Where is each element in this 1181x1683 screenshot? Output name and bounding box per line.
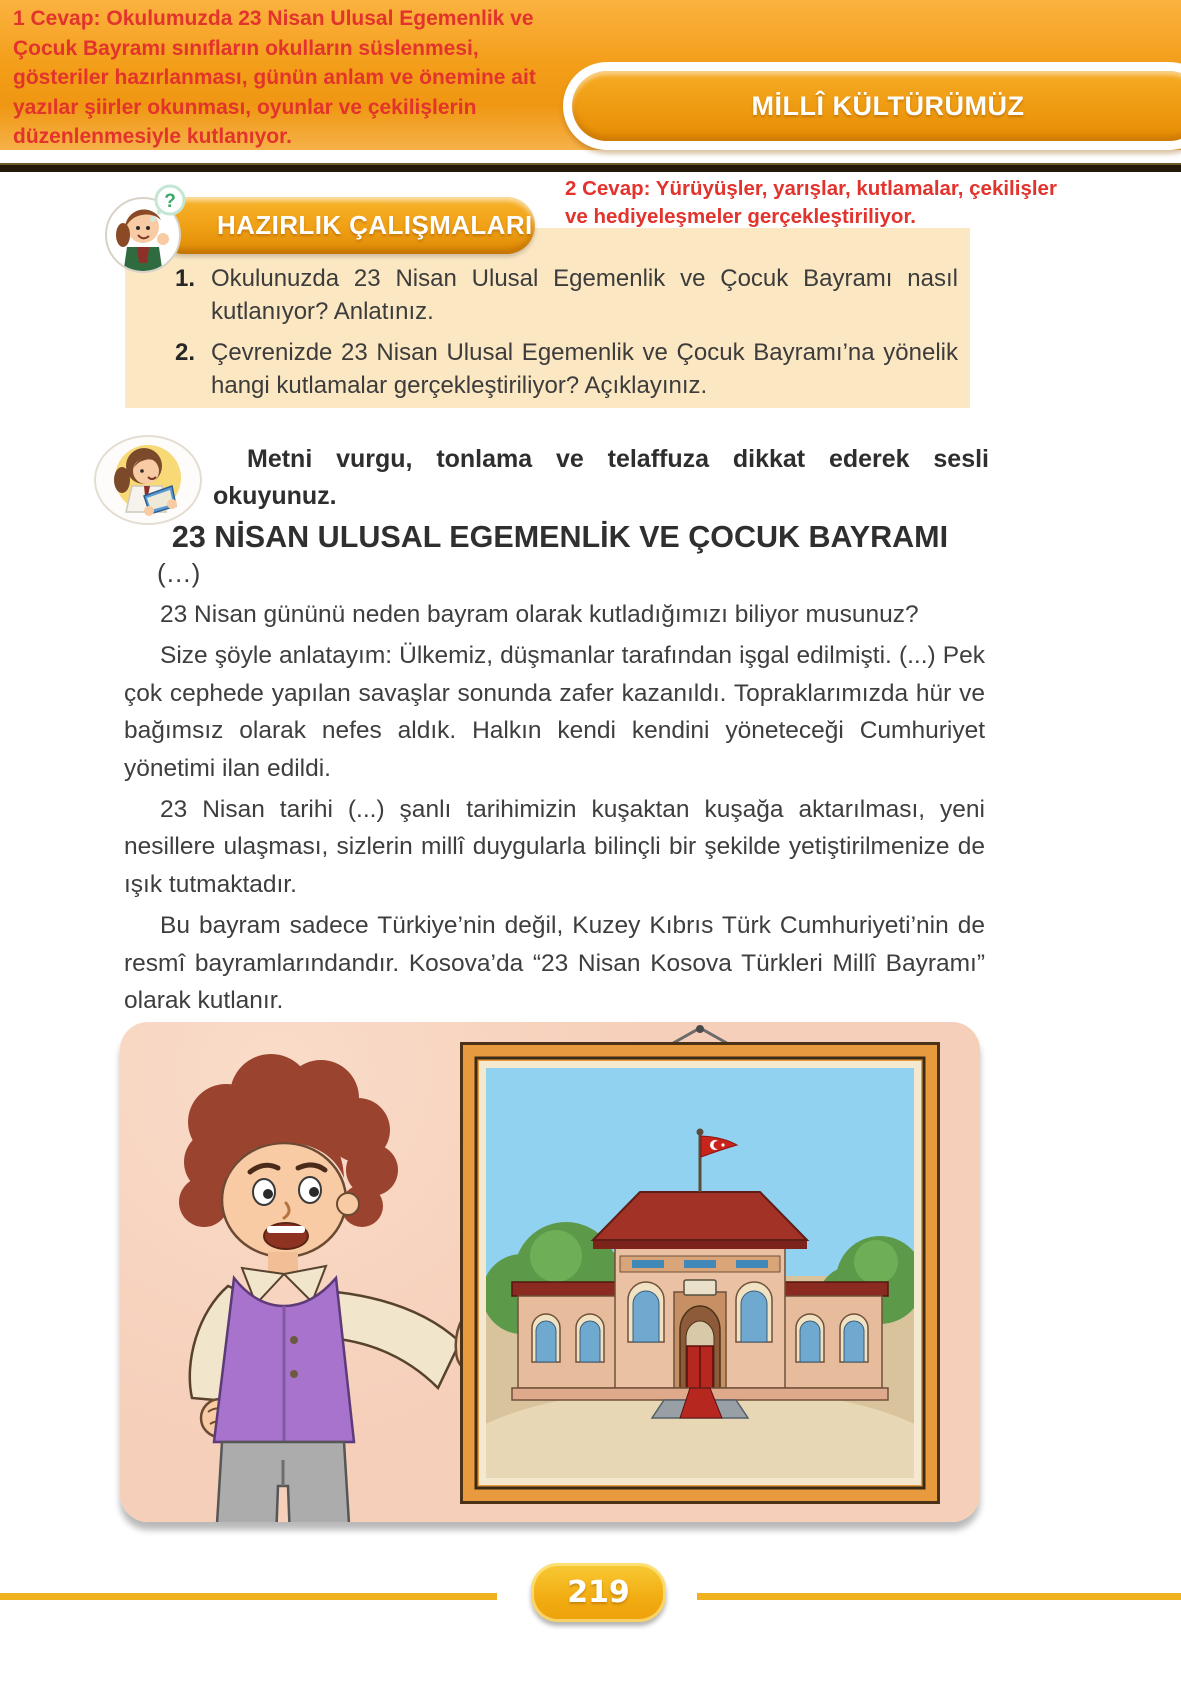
svg-text:?: ? [164,191,176,212]
footer-rule-left [0,1593,497,1600]
prep-heading-pill [155,197,535,254]
article-paragraph: Size şöyle anlatayım: Ülkemiz, düşmanlar tarafından işgal edilmişti. (...) Pek çok cephede yapılan savaşlar sonunda zafer kazanıldı. Topraklarımızda hür ve bağımsız olarak nefes aldık. Halkın kendi kendini yöneteceği Cumhuriyet yönetimi ilan edildi. [124,642,985,782]
handwritten-answer-1: 1 Cevap: Okulumuzda 23 Nisan Ulusal Egemenlik ve Çocuk Bayramı sınıfların okulların süslenmesi, gösteriler hazırlanması, günün anlam ve önemine ait yazılar şiirler okunması, oyunlar ve çekilişlerin düzenlenmesiyle kutlanıyor. [13,7,536,148]
prep-question-1 [175,262,958,328]
page-number-badge [531,1563,666,1622]
prep-question-number: 2. [175,339,196,366]
question-girl-icon [103,183,195,275]
handwritten-answer-2: 2 Cevap: Yürüyüşler, yarışlar, kutlamalar, çekilişler ve hediyeleşmeler gerçekleştiriliyor. [565,177,1057,228]
unit-title: MİLLÎ KÜLTÜRÜMÜZ [751,90,1025,121]
unit-title-pill [572,71,1181,141]
framed-picture [460,1042,940,1504]
prep-question-text: Çevrenizde 23 Nisan Ulusal Egemenlik ve Çocuk Bayramı’na yönelik hangi kutlamalar gerçekleştiriliyor? Açıklayınız. [211,339,958,399]
article-title: 23 NİSAN ULUSAL EGEMENLİK VE ÇOCUK BAYRAMI [171,520,949,554]
prep-question-2 [175,336,958,402]
prep-title: HAZIRLIK ÇALIŞMALARI [217,210,533,240]
prep-question-text: Okulunuzda 23 Nisan Ulusal Egemenlik ve Çocuk Bayramı nasıl kutlanıyor? Anlatınız. [211,265,958,325]
article-ellipsis: (…) [157,558,201,588]
article-paragraph: 23 Nisan tarihi (...) şanlı tarihimizin kuşaktan kuşağa aktarılması, yeni nesillere ulaşması, sizlerin millî duygularla bilinçli bir şekilde yetiştirilmenize de ışık tutmaktadır. [124,796,985,898]
article-paragraph: Bu bayram sadece Türkiye’nin değil, Kuzey Kıbrıs Türk Cumhuriyeti’nin de resmî bayramlarındandır. Kosova’da “23 Nisan Kosova Türkleri Millî Bayramı” olarak kutlanır. [124,912,985,1015]
unit-title-capsule [563,62,1181,150]
prep-questions-box [125,228,970,408]
footer-rule-right [697,1593,1181,1600]
reading-girl-icon [92,434,204,526]
page-header-banner [0,0,1181,150]
article-paragraph: 23 Nisan gününü neden bayram olarak kutladığımızı biliyor musunuz? [160,601,919,628]
prep-question-number: 1. [175,265,196,292]
parliament-building [460,1068,940,1504]
reading-instruction-text: Metni vurgu, tonlama ve telaffuza dikkat ederek sesli okuyunuz. [213,445,989,510]
article-body [124,596,985,1023]
illustration-panel [120,1022,980,1522]
page-number: 219 [567,1575,630,1610]
header-divider [0,163,1181,172]
